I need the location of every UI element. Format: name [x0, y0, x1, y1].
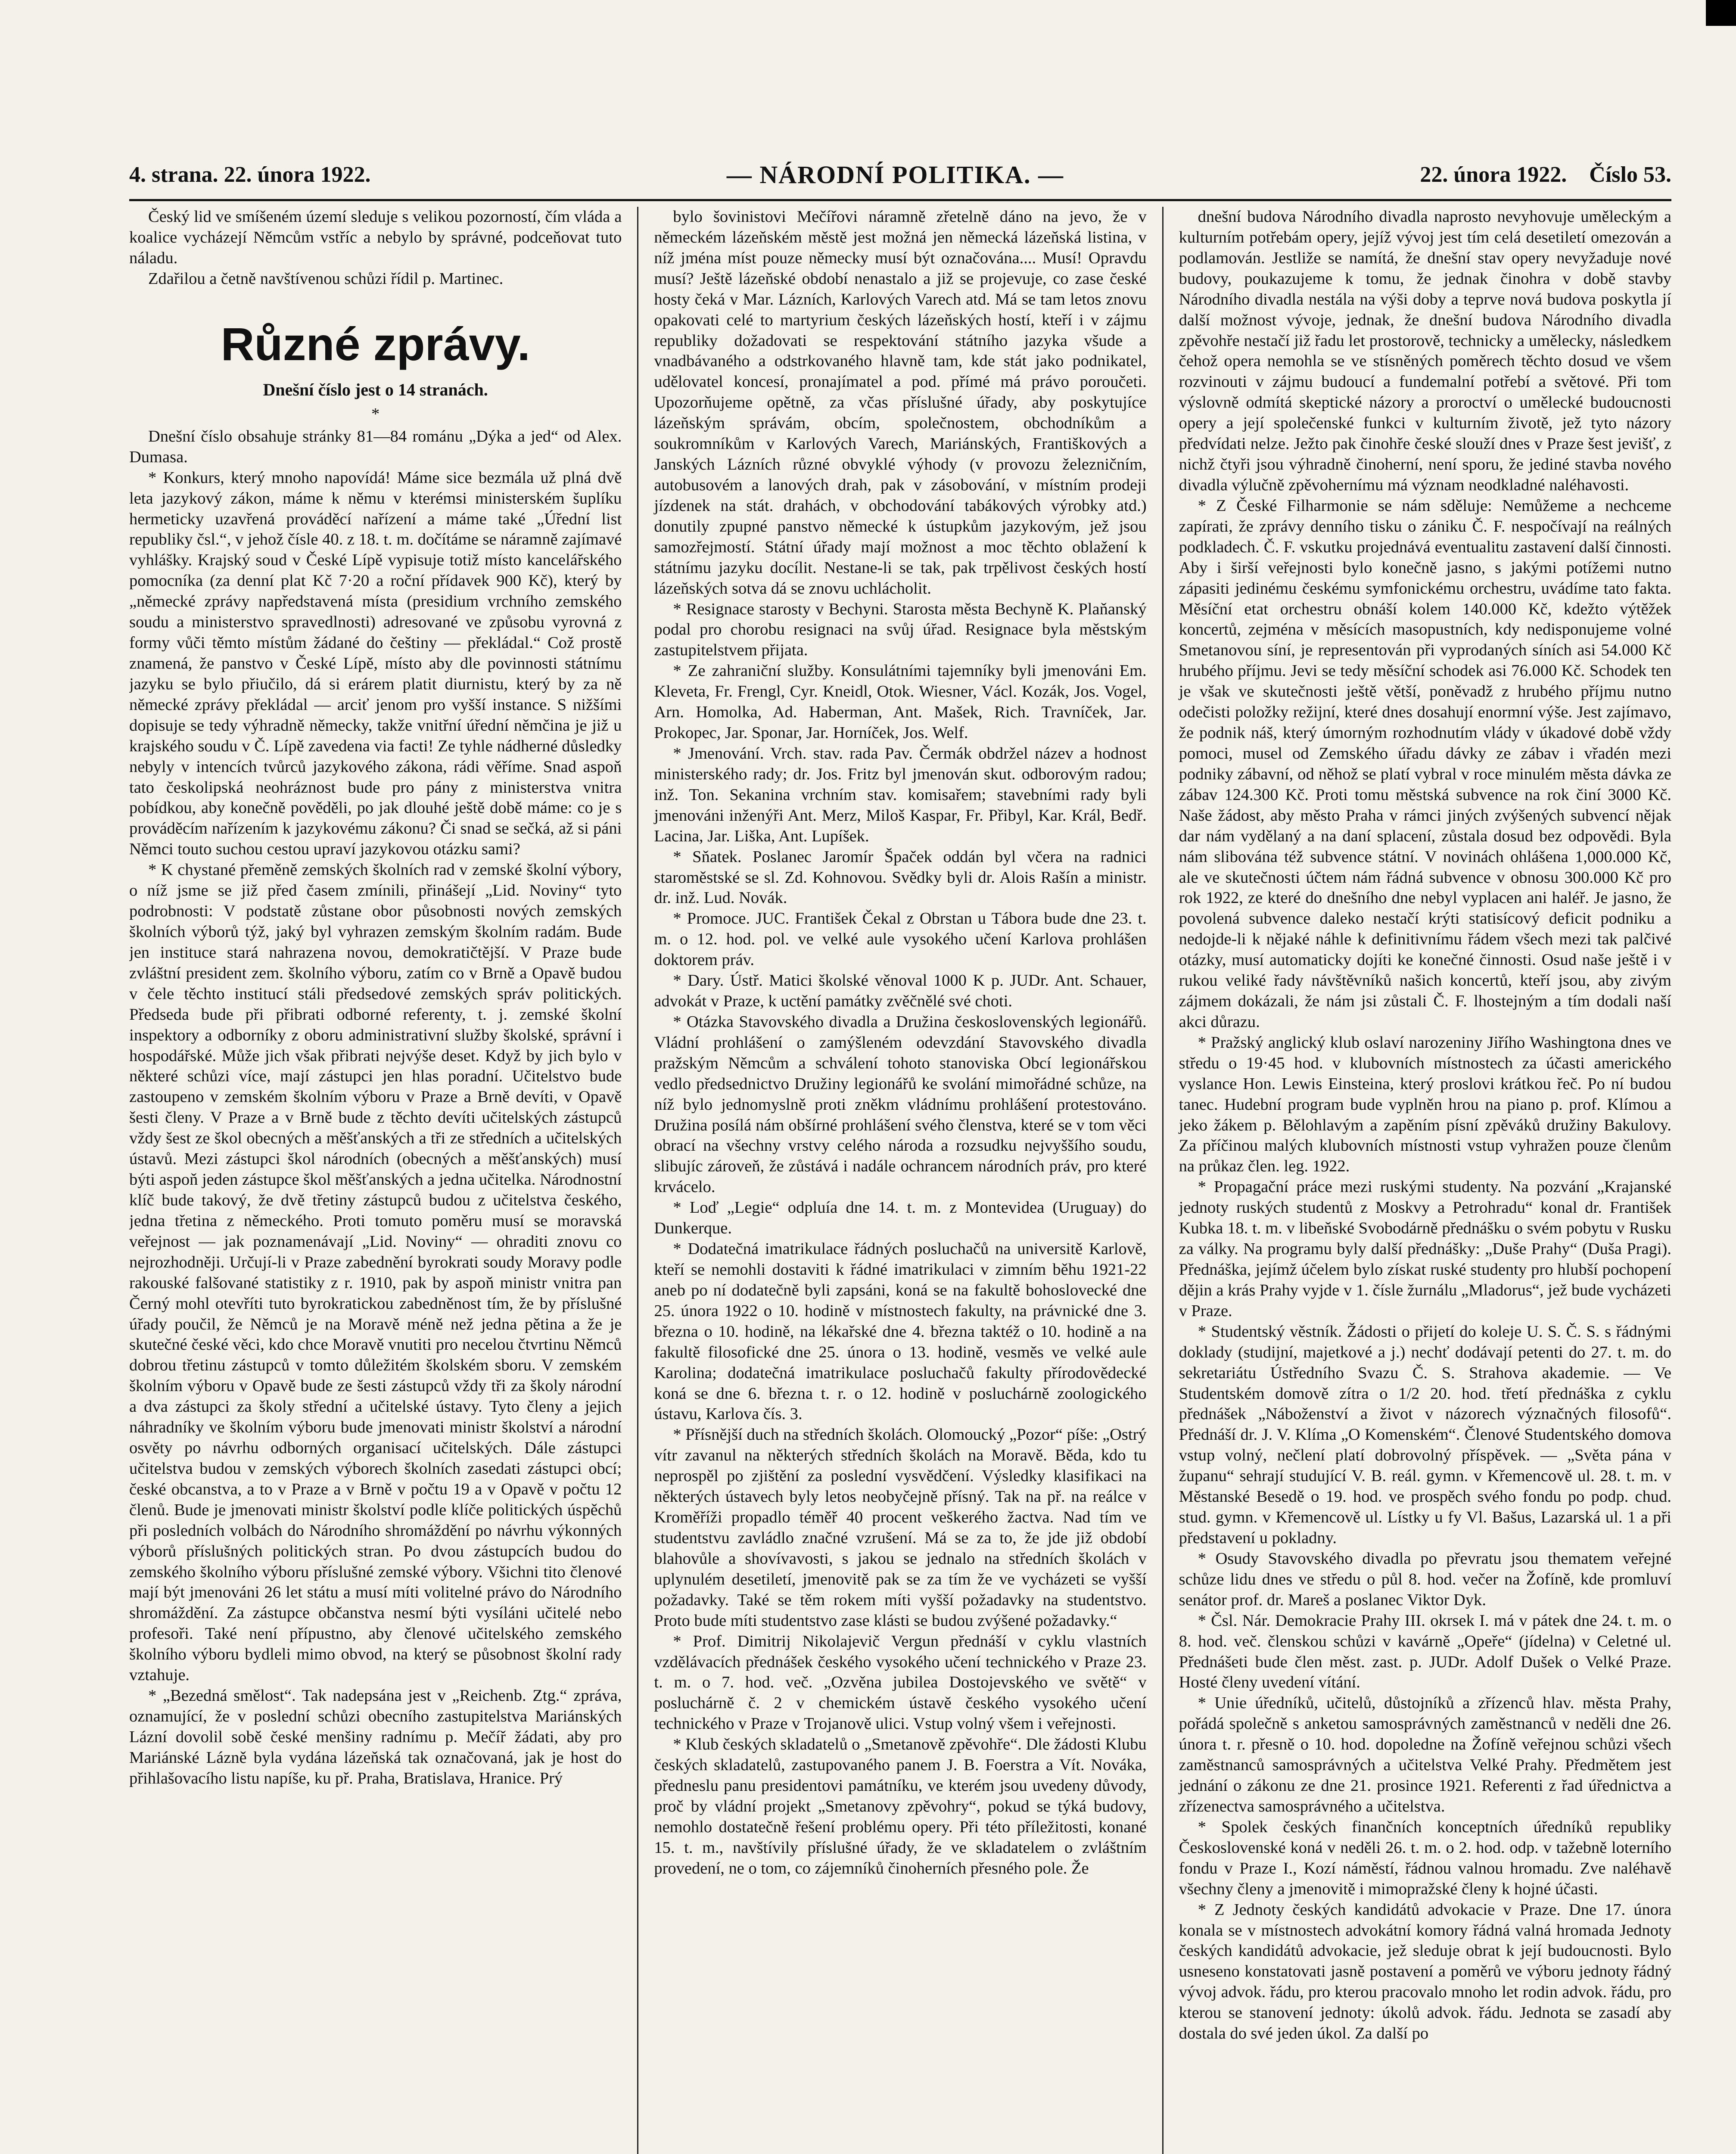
masthead: — NÁRODNÍ POLITIKA. — [726, 160, 1064, 189]
column-3 [1164, 207, 1671, 2154]
page-header [129, 155, 1671, 194]
section-subtitle: Dnešní číslo jest o 14 stranách. [263, 380, 488, 400]
article-paragraph: * Ze zahraniční služby. Konsulátními tajemníky byli jmenováni Em. Kleveta, Fr. Frengl, Cyr. Kneidl, Otok. Wiesner, Václ. Kozák, Jos. Vogel, Arn. Homolka, Ad. Haberman, Ant. Mašek, Rich. Travníček, Jar. Prokopec, Jar. Sponar, Jar. Horníček, Jos. Welf. [654, 662, 1147, 742]
column-2 [638, 207, 1163, 2154]
article-paragraph: * Resignace starosty v Bechyni. Starosta města Bechyně K. Plaňanský podal pro chorobu resignaci na svůj úřad. Resignace byla městským zastupitelstvem přijata. [654, 600, 1147, 660]
section-title: Různé zprávy. [221, 317, 530, 370]
header-rule [129, 199, 1671, 201]
scan-corner-mark [1706, 0, 1736, 26]
separator-star: * [371, 405, 380, 423]
article-paragraph: dnešní budova Národního divadla naprosto nevyhovuje uměleckým a kulturním potřebám opery, jejíž vývoj jest tím celá desetiletí omezován a podlamován. Jestliže se namítá, že dnešní stav opery nevyžaduje nové budovy, poukazujeme k tomu, že jednak činohra v době stavby Národního divadla nestála na výši doby a teprve nová budova poskytla jí další možnost vývoje, jednak, že dnešní budova Národního divadla zpěvohře nestačí již řadu let prostorově, technicky a umělecky, následkem čehož opera nemohla se ve stísněných poměrech těchto dosud ve všem rozvinouti v zájmu budoucí a fundemalní potřebí a světové. Při tom výslovně odmítá skeptické názory a proroctví o umělecké budoucnosti opery a její společenské funkci v kulturním životě, jež tyto názory předvídati nelze. Ježto pak činohře české slouží dnes v Praze šest jevišť, z nichž čtyři jsou výhradně činoherní, není sporu, že jediné stavba nového divadla výlučně zpěvohernímu má význam neodkladné naléhavosti. [1179, 208, 1671, 494]
header-date: 22. února 1922. [1420, 162, 1567, 187]
article-paragraph: * Propagační práce mezi ruskými studenty. Na pozvání „Krajanské jednoty ruských studentů z Moskvy a Petrohradu“ konal dr. František Kubka 18. t. m. v libeňské Svobodárně přednášku o svém pobytu v Rusku za války. Na programu byly další přednášky: „Duše Prahy“ (Duša Pragi). Přednáška, jejímž účelem bylo získat ruské studenty pro hlubší pochopení dějin a krás Prahy vyjde v 1. čísle žurnálu „Mladorus“, jež bude vycházeti v Praze. [1179, 1178, 1671, 1320]
article-paragraph: bylo šovinistovi Mečířovi náramně zřetelně dáno na jevo, že v německém lázeňském městě jest možná jen německá lázeňská listina, v níž jména míst pouze německy musí být označována.... Musí! Opravdu musí? Ještě lázeňské období nenastalo a již se projevuje, co zase české hosty čeká v Mar. Lázních, Karlových Varech atd. Má se tam letos znovu opakovati celé to martyrium českých lázeňských hostí, kteří i v zájmu republiky dožadovati se respektování státního jazyka všude a vnadbávaného a odstrkovaného hlavně tam, kde stát jako podnikatel, udělovatel koncesí, pronajímatel a pod. přímé má právo poroučeti. Upozorňujeme opětně, za včas příslušné úřady, aby poskytujíce lázeňským správám, obcím, společnostem, obchodníkům a soukromníkům v Karlových Varech, Mariánských, Františkových a Janských Lázních různé obvyklé výhody (v provozu železničním, autobusovém a lanových drah, pak v zásobování, v místním prodeji jízdenek na stát. drahách, v obchodování tabákových výrobky atd.) donutily zpupné panstvo německé k ústupkům jazykovým, jež jsou samozřejmostí. Státní úřady mají možnost a moc těchto oblažení k státnímu jazyku docílit. Nestane-li se tak, pak trpělivost českých hostí lázeňských sotva dá se znovu uchlácholit. [654, 208, 1147, 598]
page-number-date: 4. strana. 22. února 1922. [129, 162, 371, 187]
article-paragraph: * Z České Filharmonie se nám sděluje: Nemůžeme a nechceme zapírati, že zprávy denního tisku o zániku Č. F. nespočívají na reálných podkladech. Č. F. vskutku projednává eventualitu zastavení další činnosti. Aby i širší veřejnosti bylo konečně jasno, s jakými potížemi nutno zápasiti jedinému českému symfonickému orchestru, uvádíme tato fakta. Měsíční etat orchestru obnáší kolem 140.000 Kč, kdežto výtěžek koncertů, zejména v měsících masopustních, kdy nedisponujeme volné Smetanovou síní, je representován při vyprodaných síních asi 54.000 Kč hrubého příjmu. Jevi se tedy měsíční schodek asi 76.000 Kč. Schodek ten je však ve skutečnosti ještě větší, poněvadž z hrubého příjmu nutno odečisti položky režijní, které dnes dosahují enormní výše. Jest zajímavo, že podnik náš, který úmorným rozhodnutím vlády v úkadové době vždy pomoci, musel od Zemského úřadu dávky ze zábav i vřadén mezi podniky zábavní, od něhož se platí vybral v roce minulém města dávka ze zábav 124.300 Kč. Proti tomu městská subvence na rok činí 3000 Kč. Naše žádost, aby město Praha v rámci jiných zvýšených subvencí nějak dar nám vydělaný a na daní splacení, zůstala dosud bez odpovědi. Byla nám slibována též subvence státní. V novinách ohlášena 1,000.000 Kč, ale ve skutečnosti účtem nám řádná subvence v obnosu 300.000 Kč pro rok 1922, ze které do dnešního dne nebyl vyplacen ani haléř. Je jasno, že povolená subvence daleko nestačí krýti statisícový deficit podniku a nedojde-li k nějaké náhle k definitivnímu řádem všech mezi tak palčivé otázky, musí automaticky dojíti ke konečné činnosti. Osud naše ještě i v rukou veliké řady návštěvníků našich koncertů, kteří jsou, aby zivým zájmem dokázali, že nám jsi zůstali Č. F. lhostejným a tím dodali naší akci důrazu. [1179, 496, 1671, 1031]
issue-number: Číslo 53. [1589, 162, 1671, 187]
header-right [1420, 162, 1671, 187]
article-paragraph: Zdařilou a četně navštívenou schůzi řídil p. Martinec. [148, 269, 504, 288]
column-1 [129, 207, 638, 2154]
article-paragraph: * Osudy Stavovského divadla po převratu jsou thematem veřejné schůze lidu dnes ve středu o půl 8. hod. večer na Žofíně, kde promluví senátor prof. dr. Mareš a poslanec Viktor Dyk. [1179, 1549, 1671, 1609]
article-paragraph: * Promoce. JUC. František Čekal z Obrstan u Tábora bude dne 23. t. m. o 12. hod. pol. ve velké aule vysokého učení Karlova prohlášen doktorem práv. [654, 909, 1147, 969]
article-paragraph: * Z Jednoty českých kandidátů advokacie v Praze. Dne 17. února konala se v místnostech advokátní komory řádná valná hromada Jednoty českých kandidátů advokacie, jež sleduje obrat k její budoucnosti. Bylo usneseno konstatovati jasně postavení a poměrů ve výboru jednoty řádný vývoj advok. řádu, pro kterou pracovalo mnoho let rodin advok. řádu, pro kterou se stanovení jednoty: úkolů advok. řádu. Jednota se zasadí aby dostala do své jeden úkol. Za další po [1179, 1900, 1671, 2043]
article-paragraph: Český lid ve smíšeném území sleduje s velikou pozorností, čím vláda a koalice vycházejí Němcům vstříc a nebylo by správné, podceňovat tuto náladu. [129, 208, 622, 267]
article-paragraph: * Čsl. Nár. Demokracie Prahy III. okrsek I. má v pátek dne 24. t. m. o 8. hod. več. členskou schůzi v kavárně „Opeře“ (jídelna) v Celetné ul. Přednášeti bude člen měst. zast. p. JUDr. Adolf Dušek o Velké Praze. Hosté členy uvedení vítání. [1179, 1611, 1671, 1692]
article-paragraph: * Přísnější duch na středních školách. Olomoucký „Pozor“ píše: „Ostrý vítr zavanul na některých středních školách na Moravě. Běda, kdo tu neprospěl po zjištění za poslední vysvědčení. Výsledky klasifikaci na některých ústavech byly letos neobyčejně přísný. Tak na př. na reálce v Kroměříži propadlo téměř 40 procent veškerého žactva. Nad tím ve studentstvu zavládlo značné vzrušení. Má se za to, že jde již období blahovůle a shovívavosti, s jakou se jednalo na středních školách v uplynulém desetiletí, jmenovitě pak se za tím že ve vycházeti se vyšší požadavky. Také se těm rokem míti vyšší požadavky na studentstvo. Proto bude míti studentstvo zase klásti se budou zvýšené požadavky.“ [654, 1426, 1147, 1630]
article-paragraph: * K chystané přeměně zemských školních rad v zemské školní výbory, o níž jsme se již před časem zmínili, přinášejí „Lid. Noviny“ tyto podrobnosti: V podstatě zůstane obor působnosti nových zemských školních výborů týž, jaký byl vyhrazen zemským školním radám. Bude jen instituce stará nahrazena novou, demokratičtější. V Praze bude zvláštní president zem. školního výboru, zatím co v Brně a Opavě budou v čele těchto institucí stáli předsedové zemských správ politických. Předseda bude při přibrati odborné referenty, t. j. zemské školní inspektory a odborníky z oboru administrativní služby školské, správní i hospodářské. Může jich však přibrati nejvýše deset. Když by jich bylo v některé schůzi více, mají zástupci jen hlas poradní. Učitelstvo bude zastoupeno v zemském školním výboru v Praze a Brně devíti, v Opavě šesti členy. V Praze a v Brně bude z těchto devíti učitelských zástupců vždy šest ze škol obecných a měšťanských a tři ze středních a učitelských ústavů. Mezi zástupci škol národních (obecných a měšťanských) musí býti aspoň jeden zástupce škol měšťanských a jedna učitelka. Národnostní klíč bude takový, že dvě třetiny zástupců budou z učitelstva českého, jedna třetina z německého. Proti tomuto poměru musí se moravská veřejnost — jak poznamenávají „Lid. Noviny“ — ohraditi znovu co nejrozhodněji. Určují-li v Praze zabednění byrokrati soudy Moravy podle rakouské falšované statistiky z r. 1910, pak by aspoň ministr vnitra pan Černý mohl otevříti tuto byrokratickou zabedněnost tím, že by příslušné úřady poučil, že Němců je na Moravě méně než jedna pětina a že je skutečné české věci, kdo chce Moravě vnutiti pro necelou čtvrtinu Němců dobrou třetinu zástupců v tomto důležitém školském sboru. V zemském školním výboru v Opavě bude ze šesti zástupců vždy tři za školy národní a dva zástupci za školy střední a učitelské ústavy. Tyto členy a jejich náhradníky ve školním výboru bude jmenovati ministr školství a národní osvěty po návrhu odborných organisací učitelských. Dále zástupci učitelstva budou v zemských výborech školních zasedati zástupci obcí; české obcanstva, a to v Praze a v Brně v počtu 19 a v Opavě v počtu 12 členů. Bude je jmenovati ministr školství podle klíče politických úspěchů při posledních volbách do Národního shromáždění po návrhu výkonných výborů příslušných politických stran. Po dvou zástupcích budou do zemského školního výboru příslušné zemské výbory. Všichni tito členové mají být jmenováni 26 let státu a musí míti volitelné právo do Národního shromáždění. Za zástupce občanstva nesmí býti vysíláni učitelé nebo profesoři. Také není přípustno, aby členové učitelského zemského školního výboru bydleli mimo obvod, na který se působnost školní rady vztahuje. [129, 861, 622, 1684]
article-paragraph: * Pražský anglický klub oslaví narozeniny Jiřího Washingtona dnes ve středu o 19·45 hod. v klubovních místnostech za účasti amerického vyslance Hon. Lewis Einsteina, který proslovi krátkou řeč. Po ní budou tanec. Hudební program bude vyplněn hrou na piano p. prof. Klímou a jeko žákem p. Bělohlavým a zapěním písní zpěváků družiny Bakulovy. Za příčinou malých klubovních místnosti vstup vyhražen pouze členům na průkaz člen. leg. 1922. [1179, 1033, 1671, 1176]
article-paragraph: * Spolek českých finančních konceptních úředníků republiky Československé koná v neděli 26. t. m. o 2. hod. odp. v tažebně loterního fondu v Praze I., Kozí náměstí, řádnou valnou hromadu. Zve naléhavě všechny členy a jmenovitě i mimopražské členy k hojné účasti. [1179, 1818, 1671, 1898]
article-paragraph: * Dary. Ústř. Matici školské věnoval 1000 K p. JUDr. Ant. Schauer, advokát v Praze, k uctění památky zvěčnělé své choti. [654, 971, 1147, 1011]
article-paragraph: * Unie úředníků, učitelů, důstojníků a zřízenců hlav. města Prahy, pořádá společně s anketou samosprávných zaměstnanců v neděli dne 26. února t. r. přesně o 10. hod. dopoledne na Žofíně veřejnou schůzi všech zaměstnanců samosprávných a učitelstva Velké Prahy. Předmětem jest jednání o zákonu ze dne 21. prosince 1921. Referenti z řad úřednictva a zřízenectva samosprávného a učitelstva. [1179, 1694, 1671, 1815]
article-paragraph: * „Bezedná smělost“. Tak nadepsána jest v „Reichenb. Ztg.“ zpráva, oznamující, že v poslední schůzi obecního zastupitelstva Mariánských Lázní dovolil sobě české menšiny radnímu p. Mečíř žádati, aby pro Mariánské Lázně byla vydána lázeňská tak označovaná, jak je host do přihlašovacího listu napíše, ku př. Praha, Bratislava, Hranice. Prý [129, 1687, 622, 1787]
article-paragraph: Dnešní číslo obsahuje stránky 81—84 románu „Dýka a jed“ od Alex. Dumasa. [129, 427, 622, 466]
article-paragraph: * Prof. Dimitrij Nikolajevič Vergun přednáší v cyklu vlastních vzdělávacích přednášek českého vysokého učení technického v Praze 23. t. m. o 7. hod. več. „Ozvěna jubilea Dostojevského ve světě“ v posluchárně č. 2 v chemickém ústavě českého vysokého učení technického v Praze v Trojanově ulici. Vstup volný všem i veřejnosti. [654, 1632, 1147, 1733]
article-paragraph: * Otázka Stavovského divadla a Družina československých legionářů. Vládní prohlášení o zamýšleném odevzdání Stavovského divadla pražským Němcům a schválení tohoto stanoviska Obcí legionářskou vedlo předsednictvo Družiny legionářů ke svolání mimořádné schůze, na níž bylo jednomyslně proti zněkm vládnímu prohlášení protestováno. Družina posílá nám obšírné prohlášení svého členstva, které se v tom věci obrací na všechny vrstvy celého národa a rozsudku nejvyššího soudu, slibujíc zároveň, že zůstává i nadále ochrancem národních práv, pro které krvácelo. [654, 1012, 1147, 1196]
article-columns [129, 207, 1671, 2154]
article-paragraph: * Konkurs, který mnoho napovídá! Máme sice bezmála už plná dvě leta jazykový zákon, máme k němu v kterémsi ministerském šuplíku hermeticky uzavřená prováděcí nařízení a máme také „Úřední list republiky čsl.“, v jehož čísle 40. z 18. t. m. dočítáme se náramně zajímavé vyhlášky. Krajský soud v České Lípě vypisuje totiž místo kancelářského pomocníka (za denní plat Kč 7·20 a roční přídavek 900 Kč), který by „německé zprávy napředstavená místa (presidium vrchního zemského soudu a ministerstvo spravedlnosti) adresované ve způsobu vyrovná z formy vůči těmto místům žádané do češtiny — překládal.“ Což prostě znamená, že panstvo v České Lípě, místo aby dle povinnosti státnímu jazyku se bylo přiučilo, dá si erárem platit diurnistu, který by za ně německé zprávy překládal — arciť jenom pro vyšší instance. S nižšími dopisuje se tedy výhradně německy, takže vnitřní úřední němčina je již u krajského soudu v Č. Lípě zavedena via facti! Ze tyhle nádherné důsledky nebyly v intencích tvůrců jazykového zákona, rádi věříme. Snad aspoň tato českolipská neohráznost bude pro pány z ministerstva vnitra pobídkou, aby konečně pověděli, po jak dlouhé ještě době máme: co je s prováděcím nařízením k jazykovému zákonu? Či snad se sečká, až si páni Němci touto suchou cestou upraví jazykovou otázku sami? [129, 468, 622, 859]
article-paragraph: * Loď „Legie“ odpluía dne 14. t. m. z Montevidea (Uruguay) do Dunkerque. [654, 1198, 1147, 1238]
article-paragraph: * Jmenování. Vrch. stav. rada Pav. Čermák obdržel název a hodnost ministerského rady; dr. Jos. Fritz byl jmenován skut. odborovým radou; inž. Ton. Sekanina vrchním stav. komisařem; stavebními rady byli jmenováni inženýři Ant. Merz, Miloš Kaspar, Fr. Přibyl, Kar. Král, Bedř. Lacina, Jar. Liška, Ant. Lupíšek. [654, 744, 1147, 845]
article-paragraph: * Dodatečná imatrikulace řádných posluchačů na universitě Karlově, kteří se nemohli dostaviti k řádné imatrikulaci v zimním běhu 1921-22 aneb po ní dodatečně byli zapsáni, koná se na fakultě bohoslovecké dne 25. února 1922 o 10. hodině v místnostech fakulty, na právnické dne 3. března o 10. hodině, na lékařské dne 4. března taktéž o 10. hodině a na fakultě filosofické dne 25. února o 13. hodině, vesměs ve velké aule Karolina; dodatečná imatrikulace posluchačů fakulty přírodovědecké koná se dne 6. března t. r. o 12. hodině v posluchárně zoologického ústavu, Karlova čís. 3. [654, 1240, 1147, 1423]
article-paragraph: * Studentský věstník. Žádosti o přijetí do koleje U. S. Č. S. s řádnými doklady (studijní, majetkové a j.) nechť dodávají petenti do 27. t. m. do sekretariátu Ústředního Svazu Č. S. Strahova akademie. — Ve Studentském domově zítra o 1/2 20. hod. třetí přednáška z cyklu přednášek „Náboženství a život v názorech význačných filosofů“. Přednáší dr. J. V. Klíma „O Komenském“. Členové Studentského domova vstup volný, nečlení platí dobrovolný příspěvek. — „Světa pána v županu“ sehrají studující V. B. reál. gymn. v Křemencově ul. 28. t. m. v Městanské Besedě o 19. hod. ve prospěch svého fondu po podp. chud. stud. gymn. v Křemencově ul. Lístky u fy Vl. Bašus, Lazarská ul. 1 a při představení u pokladny. [1179, 1322, 1671, 1547]
article-paragraph: * Sňatek. Poslanec Jaromír Špaček oddán byl včera na radnici staroměstské se sl. Zd. Kohnovou. Svědky byli dr. Alois Rašín a ministr. dr. inž. Lud. Novák. [654, 847, 1147, 907]
article-paragraph: * Klub českých skladatelů o „Smetanově zpěvohře“. Dle žádosti Klubu českých skladatelů, zastupovaného panem J. B. Foerstra a Vít. Nováka, předneslu panu presidentovi památníku, ve kterém jsou uvedeny důvody, proč by vládní projekt „Smetanovy zpěvohry“, pokud se týká budovy, nemohlo dostatečně řešení problému opery. Při této příležitosti, konané 15. t. m., navštívily příslušné úřady, že ve skladatelem o zvláštním provedení, ne o tom, co zájemníků činoherních přesného pole. Že [654, 1735, 1147, 1877]
